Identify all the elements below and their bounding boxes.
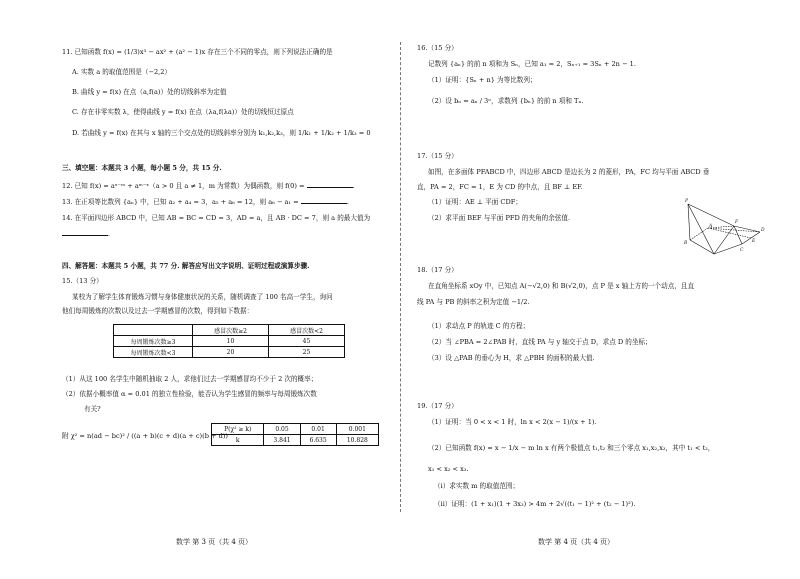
q19-part-ii: （ⅱ）证明：(1 + x₁)(1 + 3x₃) > 4m + 2√((t₁ − 1)² + (t₂ − 1)²). — [434, 500, 636, 508]
table-row — [212, 424, 379, 435]
q14: 14. 在平面四边形 ABCD 中，已知 AB = BC = CD = 3，AD = a，且 AB · DC = 7，则 a 的最大值为 — [62, 214, 371, 222]
table-cell: 20 — [193, 347, 269, 358]
table-cell: 0.05 — [264, 424, 300, 435]
table-cell: 0.01 — [300, 424, 336, 435]
q15-sub-2b: 有关? — [84, 405, 101, 413]
q19-sub-2: （2）已知函数 f(x) = x − 1/x − m ln x 有两个极值点 t₁,t₂ 和三个零点 x₁,x₂,x₃，其中 t₁ < t₂， — [428, 444, 715, 452]
q17-sub-1: （1）证明：AE ⊥ 平面 CDF； — [428, 198, 522, 206]
q16-stem: 记数列 {aₙ} 的前 n 项和为 Sₙ，已知 a₁ = 2，Sₙ₊₁ = 3Sₙ + 2n − 1. — [428, 60, 636, 68]
q13: 13. 在正项等比数列 {aₙ} 中，已知 a₂ + a₄ = 3，a₅ + a₆ = 12，则 a₆ − a₁ = . — [62, 198, 349, 206]
table-cell: P(χ² ≥ k) — [212, 424, 264, 435]
q16-sub-1: （1）证明：{Sₙ + n} 为等比数列； — [428, 76, 537, 84]
table-cell: 10 — [193, 336, 269, 347]
table-cell: 45 — [269, 336, 345, 347]
q15-data-table — [113, 324, 345, 358]
q12: 12. 已知 f(x) = aˣ⁻ᵐ + aᵐ⁻ˣ（a > 0 且 a ≠ 1，m 为常数）为偶函数，则 f(0) = . — [62, 182, 355, 190]
polyhedron-figure — [682, 196, 766, 260]
table-header-cell — [114, 325, 193, 336]
q15-para-1: 某校为了解学生体育锻炼习惯与身体健康状况的关系，随机调查了 100 名高一学生，询问 — [72, 293, 333, 301]
chi-square-formula: 附 χ² = n(ad − bc)² / ((a + b)(c + d)(a + c)(b + d)) — [62, 432, 228, 440]
table-row — [212, 435, 379, 446]
q18-para-1: 在直角坐标系 xOy 中，已知点 A(−√2,0) 和 B(√2,0)，点 P 是 x 轴上方的一个动点，且直 — [428, 282, 695, 290]
page-footer-right: 数学 第 4 页（共 4 页） — [538, 538, 615, 546]
table-cell: 每周锻炼次数<3 — [114, 347, 193, 358]
q14-blank: . — [62, 229, 110, 239]
q19-head: 19.（17 分） — [417, 402, 458, 410]
vertex-label-a: A — [709, 224, 713, 229]
q19-sub-2b: x₁ < x₂ < x₃. — [428, 465, 469, 473]
vertex-label-b: B — [684, 241, 688, 246]
q11-option-b: B. 曲线 y = f(x) 在点（a,f(a)）处的切线斜率为定值 — [72, 88, 227, 96]
q11-option-d: D. 若曲线 y = f(x) 在其与 x 轴的三个交点处的切线斜率分别为 k₁,k₂,k₃，则 1/k₁ + 1/k₂ + 1/k₃ = 0 — [72, 129, 371, 137]
q11-option-c: C. 存在非零实数 λ，使得曲线 y = f(x) 在点（λa,f(λa)）处的切线恒过原点 — [72, 108, 294, 116]
q17-sub-2: （2）求平面 BEF 与平面 PFD 的夹角的余弦值. — [428, 214, 571, 222]
vertex-label-d: D — [761, 228, 765, 233]
q16-head: 16.（15 分） — [417, 44, 458, 52]
table-header-cell: 感冒次数≥2 — [193, 325, 269, 336]
right-page — [400, 0, 800, 579]
table-cell: 每周锻炼次数≥3 — [114, 336, 193, 347]
page-footer-left: 数学 第 3 页（共 4 页） — [176, 538, 253, 546]
q16-sub-2: （2）设 bₙ = aₙ / 3ⁿ，求数列 {bₙ} 的前 n 项和 Tₙ. — [428, 97, 584, 105]
vertex-label-p: P — [685, 199, 688, 204]
q11-option-a: A. 实数 a 的取值范围是（−2,2） — [72, 68, 172, 76]
section-4-heading: 四、解答题：本题共 5 小题，共 77 分. 解答应写出文字说明、证明过程或演算步骤. — [62, 262, 310, 270]
vertex-label-e: E — [752, 239, 756, 244]
section-3-heading: 三、填空题：本题共 3 小题，每小题 5 分，共 15 分. — [62, 164, 222, 172]
table-cell: 0.001 — [336, 424, 378, 435]
q19-part-i: （ⅰ）求实数 m 的取值范围； — [434, 482, 520, 490]
q18-sub-1: （1）求动点 P 的轨迹 C 的方程； — [428, 322, 530, 330]
q18-sub-3: （3）设 △PAB 的垂心为 H，求 △PBH 的面积的最大值. — [428, 354, 595, 362]
q17-head: 17.（15 分） — [417, 152, 458, 160]
table-cell: k — [212, 435, 264, 446]
q15-sub-2: （2）依据小概率值 α = 0.01 的独立性检验，能否认为学生感冒的频率与每周锻炼次数 — [62, 390, 317, 398]
table-cell: 6.635 — [300, 435, 336, 446]
table-cell: 3.841 — [264, 435, 300, 446]
table-cell: 25 — [269, 347, 345, 358]
table-cell: 10.828 — [336, 435, 378, 446]
vertex-label-c: C — [740, 248, 744, 253]
q18-head: 18.（17 分） — [417, 266, 458, 274]
q17-para-1: 如图，在多面体 PFABCD 中，四边形 ABCD 是边长为 2 的菱形，PA，FC 均与平面 ABCD 垂 — [428, 168, 710, 176]
table-header-row — [114, 325, 345, 336]
table-row — [114, 347, 345, 358]
q15-head: 15.（13 分） — [62, 277, 103, 285]
q11-stem: 11. 已知函数 f(x) = (1/3)x³ − ax² + (a² − 1)x 存在三个不同的零点，则下列说法正确的是 — [62, 48, 333, 56]
q15-para-2: 他们每周锻炼的次数以及过去一学期感冒的次数，得到如下数据： — [62, 307, 254, 315]
vertex-label-f: F — [735, 220, 739, 225]
table-header-cell: 感冒次数<2 — [269, 325, 345, 336]
q15-sub-1: （1）从这 100 名学生中随机抽取 2 人，求他们过去一学期感冒均不少于 2 次的概率； — [62, 375, 318, 383]
q18-sub-2: （2）当 ∠PBA = 2∠PAB 时，直线 PA 与 y 轴交于点 D，求点 D 的坐标； — [428, 338, 652, 346]
critical-value-table — [211, 423, 379, 446]
q19-sub-1: （1）证明：当 0 < x < 1 时，ln x < 2(x − 1)/(x + 1). — [428, 418, 597, 426]
q17-para-2: 直，PA = 2，FC = 1，E 为 CD 的中点，且 BF ⊥ EF. — [417, 183, 583, 191]
q18-para-2: 线 PA 与 PB 的斜率之积为定值 −1/2. — [417, 298, 530, 306]
table-row — [114, 336, 345, 347]
